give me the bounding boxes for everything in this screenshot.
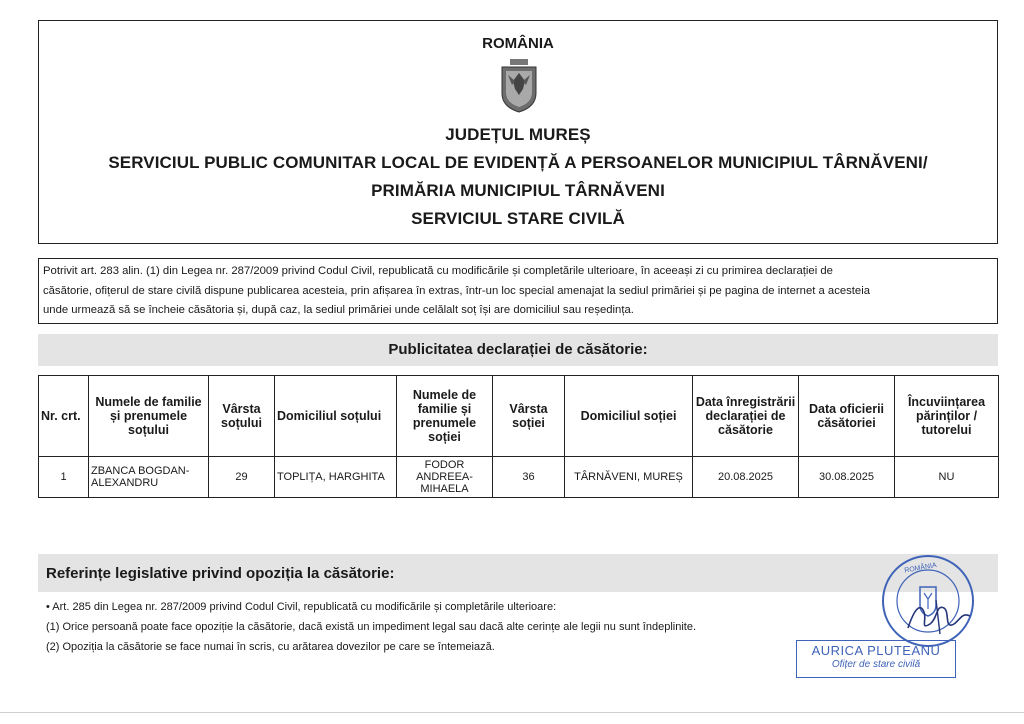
officer-name-box	[796, 640, 956, 678]
civil-status-title: SERVICIUL STARE CIVILĂ	[411, 209, 625, 228]
country-title: ROMÂNIA	[482, 35, 554, 52]
county-title: JUDEȚUL MUREȘ	[445, 125, 591, 144]
cell-registration-date: 20.08.2025	[693, 457, 799, 498]
signature-icon	[900, 590, 980, 640]
cell-wife-address: TÂRNĂVENI, MUREȘ	[565, 457, 693, 498]
reference-line: (1) Orice persoană poate face opoziție la căsătorie, dacă există un impediment legal sau dacă alte cerințe ale legii nu sunt îndeplinite.	[46, 621, 696, 633]
header-box	[38, 20, 998, 244]
reference-line: (2) Opoziția la căsătorie se face numai în scris, cu arătarea dovezilor pe care se întemeiază.	[46, 641, 495, 653]
cell-consent: NU	[895, 457, 999, 498]
declaration-table	[38, 375, 999, 498]
col-header-nr: Nr. crt.	[39, 376, 89, 457]
table-header-row	[39, 376, 999, 457]
col-header-husband-name: Numele de familie și prenumele soțului	[89, 376, 209, 457]
col-header-registration-date: Data înregistrării declarației de căsătorie	[693, 376, 799, 457]
cell-husband-name: ZBANCA BOGDAN-ALEXANDRU	[89, 457, 209, 498]
cell-marriage-date: 30.08.2025	[799, 457, 895, 498]
officer-title: Ofițer de stare civilă	[831, 659, 921, 670]
legal-notice-line: Potrivit art. 283 alin. (1) din Legea nr. 287/2009 privind Codul Civil, republicată cu modificările și completările ulterioare, în aceeași zi cu primirea declarației de	[43, 265, 833, 277]
reference-line: • Art. 285 din Legea nr. 287/2009 privind Codul Civil, republicată cu modificările și completările ulterioare:	[46, 601, 557, 613]
section-title: Publicitatea declarației de căsătorie:	[388, 341, 648, 358]
legal-notice-box	[38, 258, 998, 324]
cell-nr: 1	[39, 457, 89, 498]
col-header-wife-address: Domiciliul soției	[565, 376, 693, 457]
cell-wife-name: FODOR ANDREEA-MIHAELA	[397, 457, 493, 498]
col-header-wife-name: Numele de familie și prenumele soției	[397, 376, 493, 457]
cell-husband-address: TOPLIȚA, HARGHITA	[275, 457, 397, 498]
references-title: Referințe legislative privind opoziția la căsătorie:	[46, 565, 395, 582]
publication-section-band	[38, 334, 998, 366]
cell-husband-age: 29	[209, 457, 275, 498]
references-section-band	[38, 554, 998, 592]
coat-of-arms-icon	[500, 59, 538, 113]
svg-text:ROMÂNIA: ROMÂNIA	[903, 562, 938, 575]
officer-name: AURICA PLUTEANU	[811, 643, 941, 658]
page-bottom-rule	[0, 712, 1024, 713]
col-header-wife-age: Vârsta soției	[493, 376, 565, 457]
table-row	[39, 457, 999, 498]
legal-notice-line: unde urmează să se încheie căsătoria și, după caz, la sediul primăriei unde celălalt soț își are domiciliul sau reședința.	[43, 304, 634, 316]
cell-wife-age: 36	[493, 457, 565, 498]
col-header-husband-age: Vârsta soțului	[209, 376, 275, 457]
city-hall-title: PRIMĂRIA MUNICIPIUL TÂRNĂVENI	[371, 181, 665, 200]
col-header-consent: Încuviințarea părinților / tutorelui	[895, 376, 999, 457]
service-title: SERVICIUL PUBLIC COMUNITAR LOCAL DE EVIDENȚĂ A PERSOANELOR MUNICIPIUL TÂRNĂVENI/	[108, 153, 928, 172]
legal-notice-line: căsătorie, ofițerul de stare civilă dispune publicarea acesteia, prin afișarea în extras, într-un loc special amenajat la sediul primăriei și pe pagina de internet a acesteia	[43, 284, 871, 297]
col-header-marriage-date: Data oficierii căsătoriei	[799, 376, 895, 457]
col-header-husband-address: Domiciliul soțului	[275, 376, 397, 457]
